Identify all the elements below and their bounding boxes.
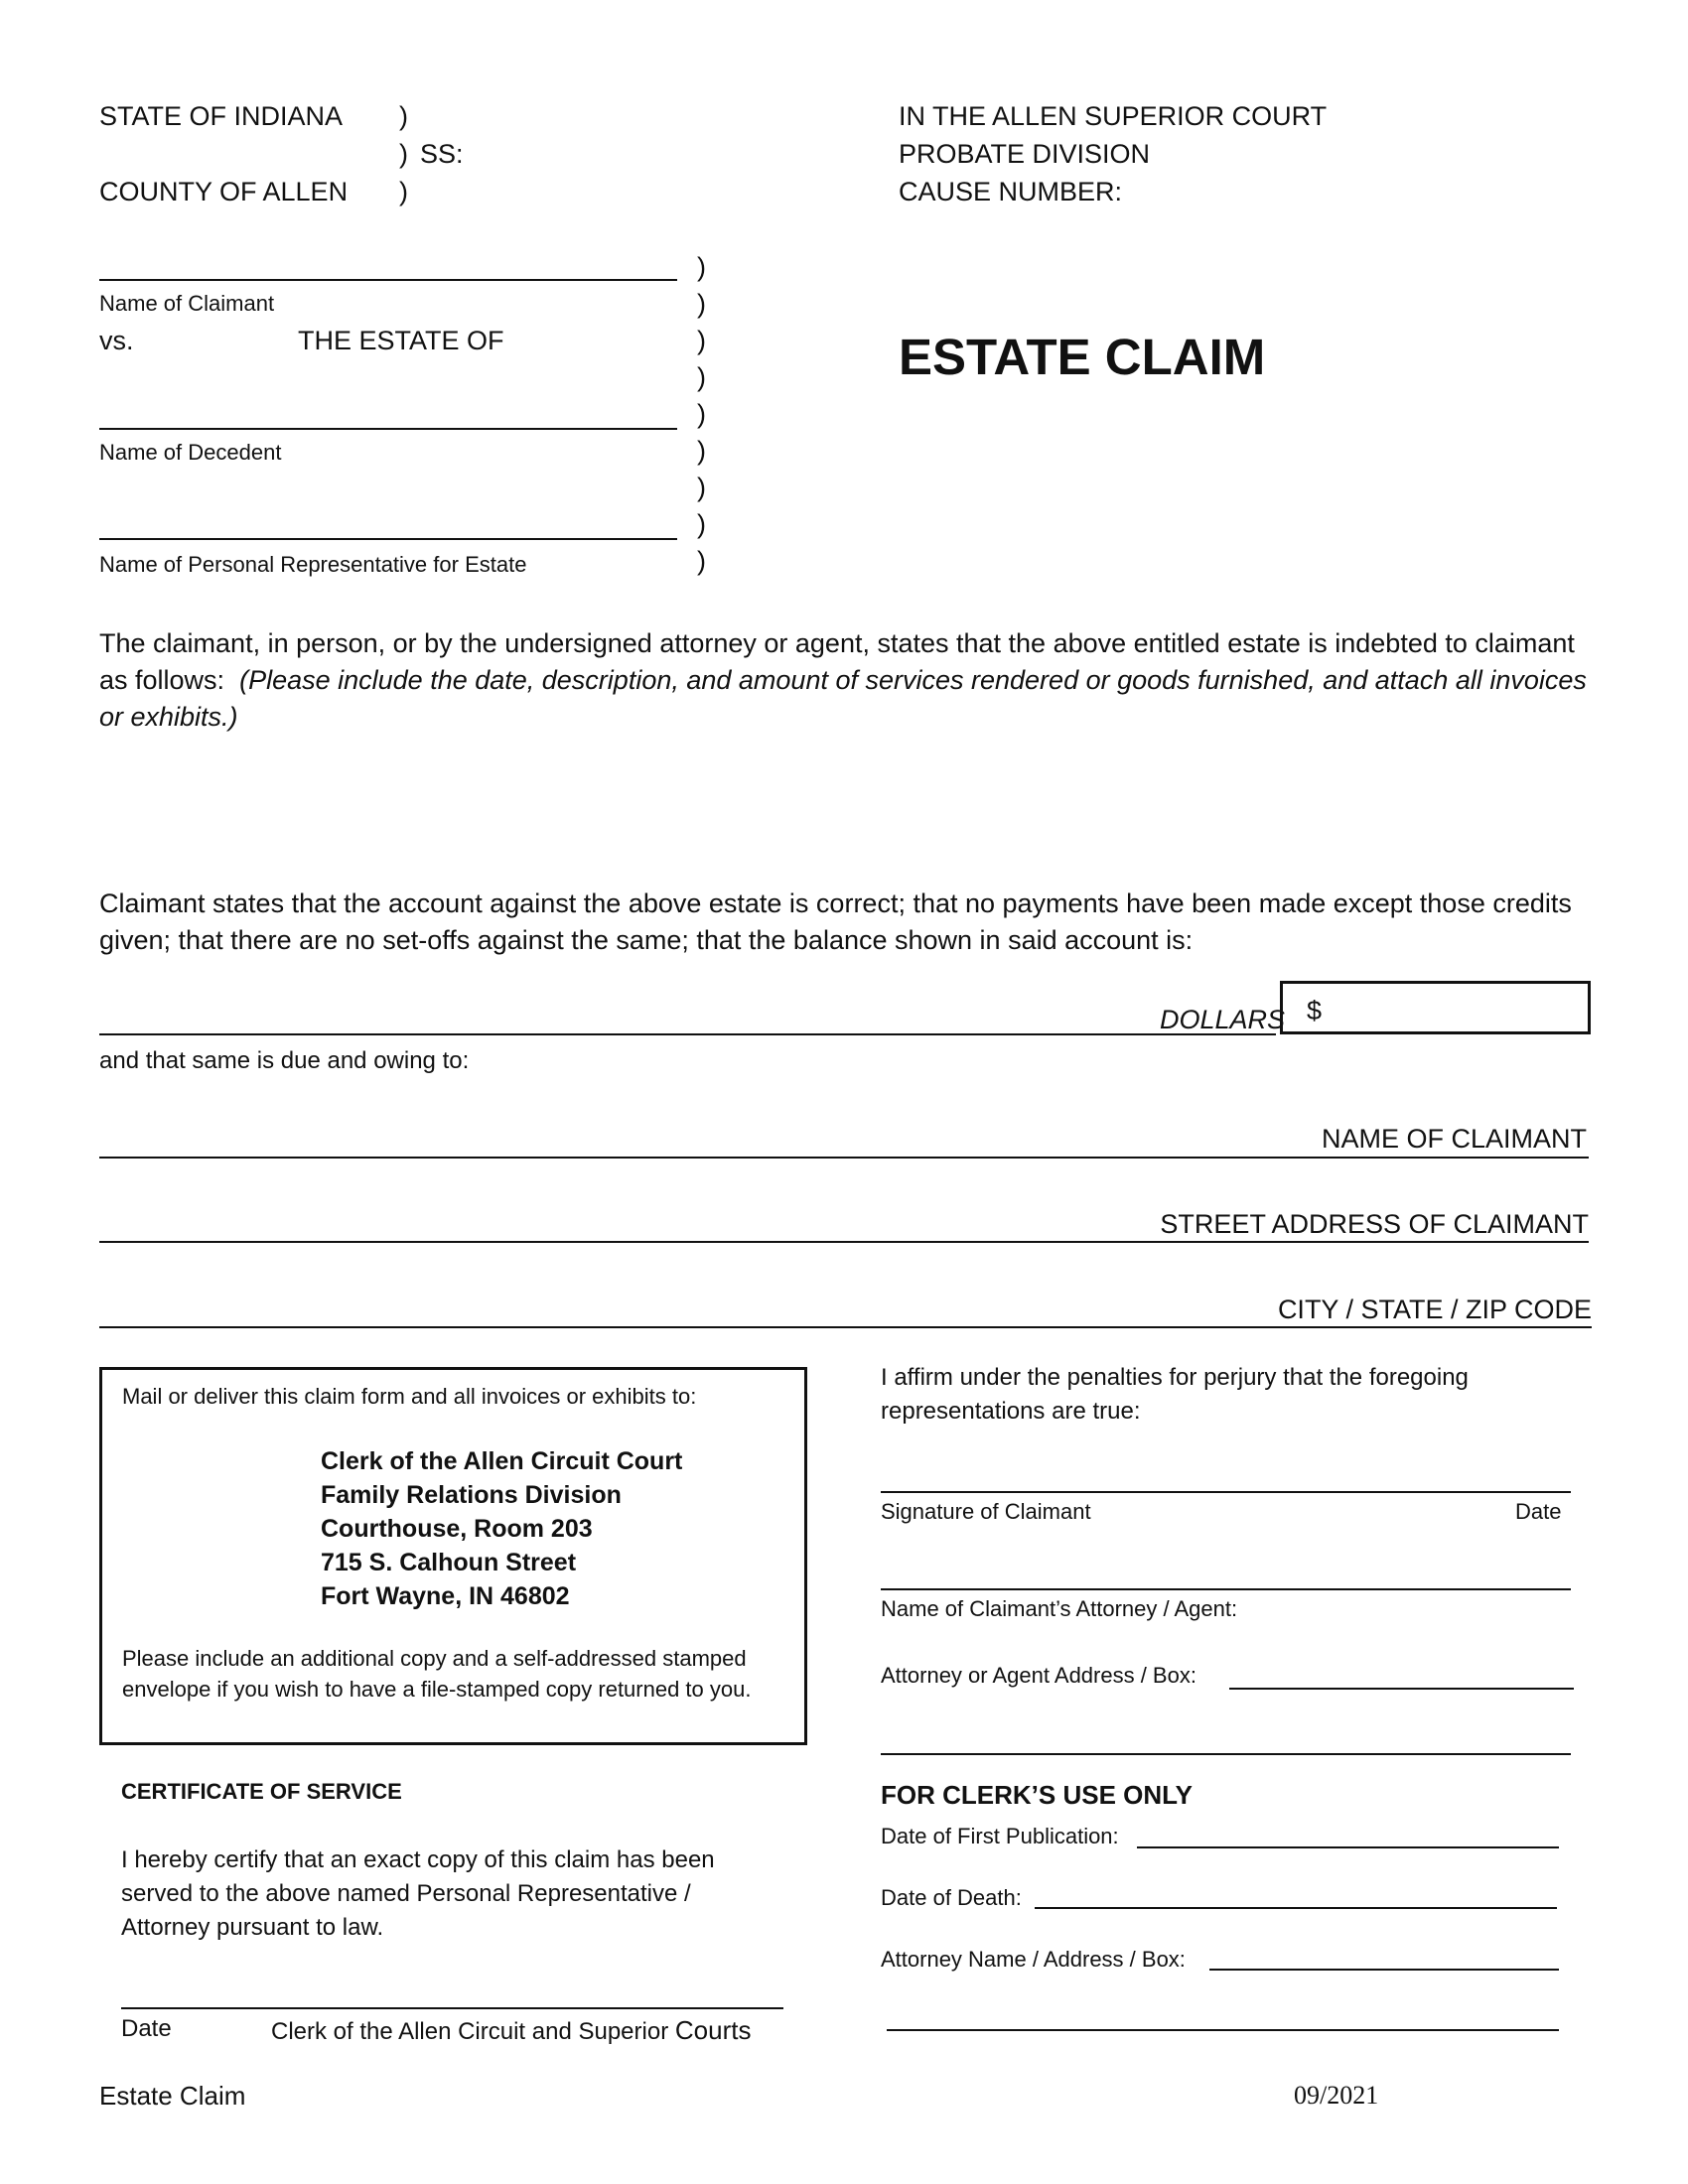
caption-paren: )	[697, 546, 706, 576]
attorney-address-line-2[interactable]	[881, 1753, 1571, 1755]
mail-address	[321, 1444, 682, 1613]
representative-name-line[interactable]	[99, 538, 677, 540]
representative-name-label: Name of Personal Representative for Estate	[99, 552, 527, 577]
date-of-death-label: Date of Death:	[881, 1885, 1022, 1910]
address-line: Clerk of the Allen Circuit Court	[321, 1447, 683, 1475]
attorney-name-line[interactable]	[881, 1588, 1571, 1590]
certificate-clerk-label	[271, 2015, 751, 2046]
vs-label: vs.	[99, 326, 134, 355]
clerk-use-title: FOR CLERK’S USE ONLY	[881, 1780, 1193, 1810]
certificate-title: CERTIFICATE OF SERVICE	[121, 1779, 402, 1804]
affirm-text: I affirm under the penalties for perjury that the foregoing representations are true:	[881, 1364, 1469, 1425]
caption-paren: )	[697, 362, 706, 392]
claimant-name-caption: NAME OF CLAIMANT	[1321, 1124, 1587, 1154]
intro-paragraph	[99, 625, 1599, 736]
header-paren: )	[399, 139, 408, 169]
caption-paren: )	[697, 289, 706, 319]
signature-date-label: Date	[1515, 1499, 1562, 1524]
caption-paren: )	[697, 399, 706, 429]
signature-line[interactable]	[881, 1491, 1571, 1493]
address-line: Fort Wayne, IN 46802	[321, 1582, 570, 1610]
claimant-name-field[interactable]	[99, 1157, 1589, 1159]
amount-box[interactable]	[1280, 981, 1591, 1034]
clerk-attorney-label: Attorney Name / Address / Box:	[881, 1947, 1186, 1972]
clerk-attorney-line[interactable]	[1209, 1969, 1559, 1971]
intro-note: (Please include the date, description, and amount of services rendered or goods furnished, and attach all invoices or exhibits.)	[99, 665, 1587, 732]
caption-paren: )	[697, 509, 706, 539]
state-label: STATE OF INDIANA	[99, 101, 344, 131]
estate-of-label: THE ESTATE OF	[298, 326, 504, 355]
caption-paren: )	[697, 252, 706, 282]
dollars-label: DOLLARS	[1160, 1005, 1286, 1034]
ss-label: SS:	[420, 139, 464, 169]
claimant-street-caption: STREET ADDRESS OF CLAIMANT	[1160, 1209, 1589, 1239]
header-paren: )	[399, 101, 408, 131]
clerk-label: Clerk of the Allen Circuit and Superior	[271, 2018, 669, 2045]
footer-form-date: 09/2021	[1294, 2081, 1379, 2110]
due-owing-text: and that same is due and owing to:	[99, 1047, 470, 1074]
signature-label: Signature of Claimant	[881, 1499, 1091, 1524]
certificate-date-label: Date	[121, 2015, 172, 2042]
dollar-sign: $	[1307, 996, 1323, 1025]
footer-form-name: Estate Claim	[99, 2081, 246, 2111]
caption-paren: )	[697, 473, 706, 502]
intro-text: The claimant, in person, or by the undersigned attorney or agent, states that the above entitled estate is indebted to claimant as follows:	[99, 628, 1575, 695]
header-paren: )	[399, 177, 408, 206]
cause-number-label: CAUSE NUMBER:	[899, 177, 1123, 206]
mail-intro: Mail or deliver this claim form and all invoices or exhibits to:	[122, 1384, 697, 1409]
county-label: COUNTY OF ALLEN	[99, 177, 349, 206]
claimant-name-label: Name of Claimant	[99, 291, 275, 316]
court-division: PROBATE DIVISION	[899, 139, 1151, 169]
claimant-city-caption: CITY / STATE / ZIP CODE	[1277, 1295, 1592, 1324]
decedent-name-label: Name of Decedent	[99, 440, 282, 465]
address-line: 715 S. Calhoun Street	[321, 1549, 577, 1576]
caption-paren: )	[697, 326, 706, 355]
certificate-signature-line[interactable]	[121, 2007, 783, 2009]
first-publication-line[interactable]	[1137, 1846, 1559, 1848]
statement-paragraph: Claimant states that the account against the above estate is correct; that no payments have been made except those credits given; that there are no set-offs against the same; that the balance shown in said account is:	[99, 888, 1572, 955]
claimant-name-line[interactable]	[99, 279, 677, 281]
page-title: ESTATE CLAIM	[899, 329, 1266, 385]
court-name: IN THE ALLEN SUPERIOR COURT	[899, 101, 1328, 131]
caption-paren: )	[697, 436, 706, 466]
clerk-courts: Courts	[674, 2015, 752, 2045]
claimant-city-field[interactable]	[99, 1326, 1592, 1328]
date-of-death-line[interactable]	[1035, 1907, 1557, 1909]
certificate-text: I hereby certify that an exact copy of this claim has been served to the above named Personal Representative / Attorney pursuant to law.	[121, 1846, 715, 1941]
first-publication-label: Date of First Publication:	[881, 1824, 1119, 1848]
clerk-attorney-line-2[interactable]	[887, 2029, 1559, 2031]
claimant-street-field[interactable]	[99, 1241, 1589, 1243]
attorney-name-label: Name of Claimant’s Attorney / Agent:	[881, 1596, 1238, 1621]
attorney-address-line[interactable]	[1229, 1688, 1574, 1690]
mail-note: Please include an additional copy and a self-addressed stamped envelope if you wish to have a file-stamped copy returned to you.	[122, 1646, 752, 1702]
amount-words-line[interactable]	[99, 1033, 1276, 1035]
decedent-name-line[interactable]	[99, 428, 677, 430]
mail-instructions-box	[99, 1367, 807, 1745]
attorney-address-label: Attorney or Agent Address / Box:	[881, 1663, 1196, 1688]
address-line: Courthouse, Room 203	[321, 1515, 593, 1543]
address-line: Family Relations Division	[321, 1481, 622, 1509]
